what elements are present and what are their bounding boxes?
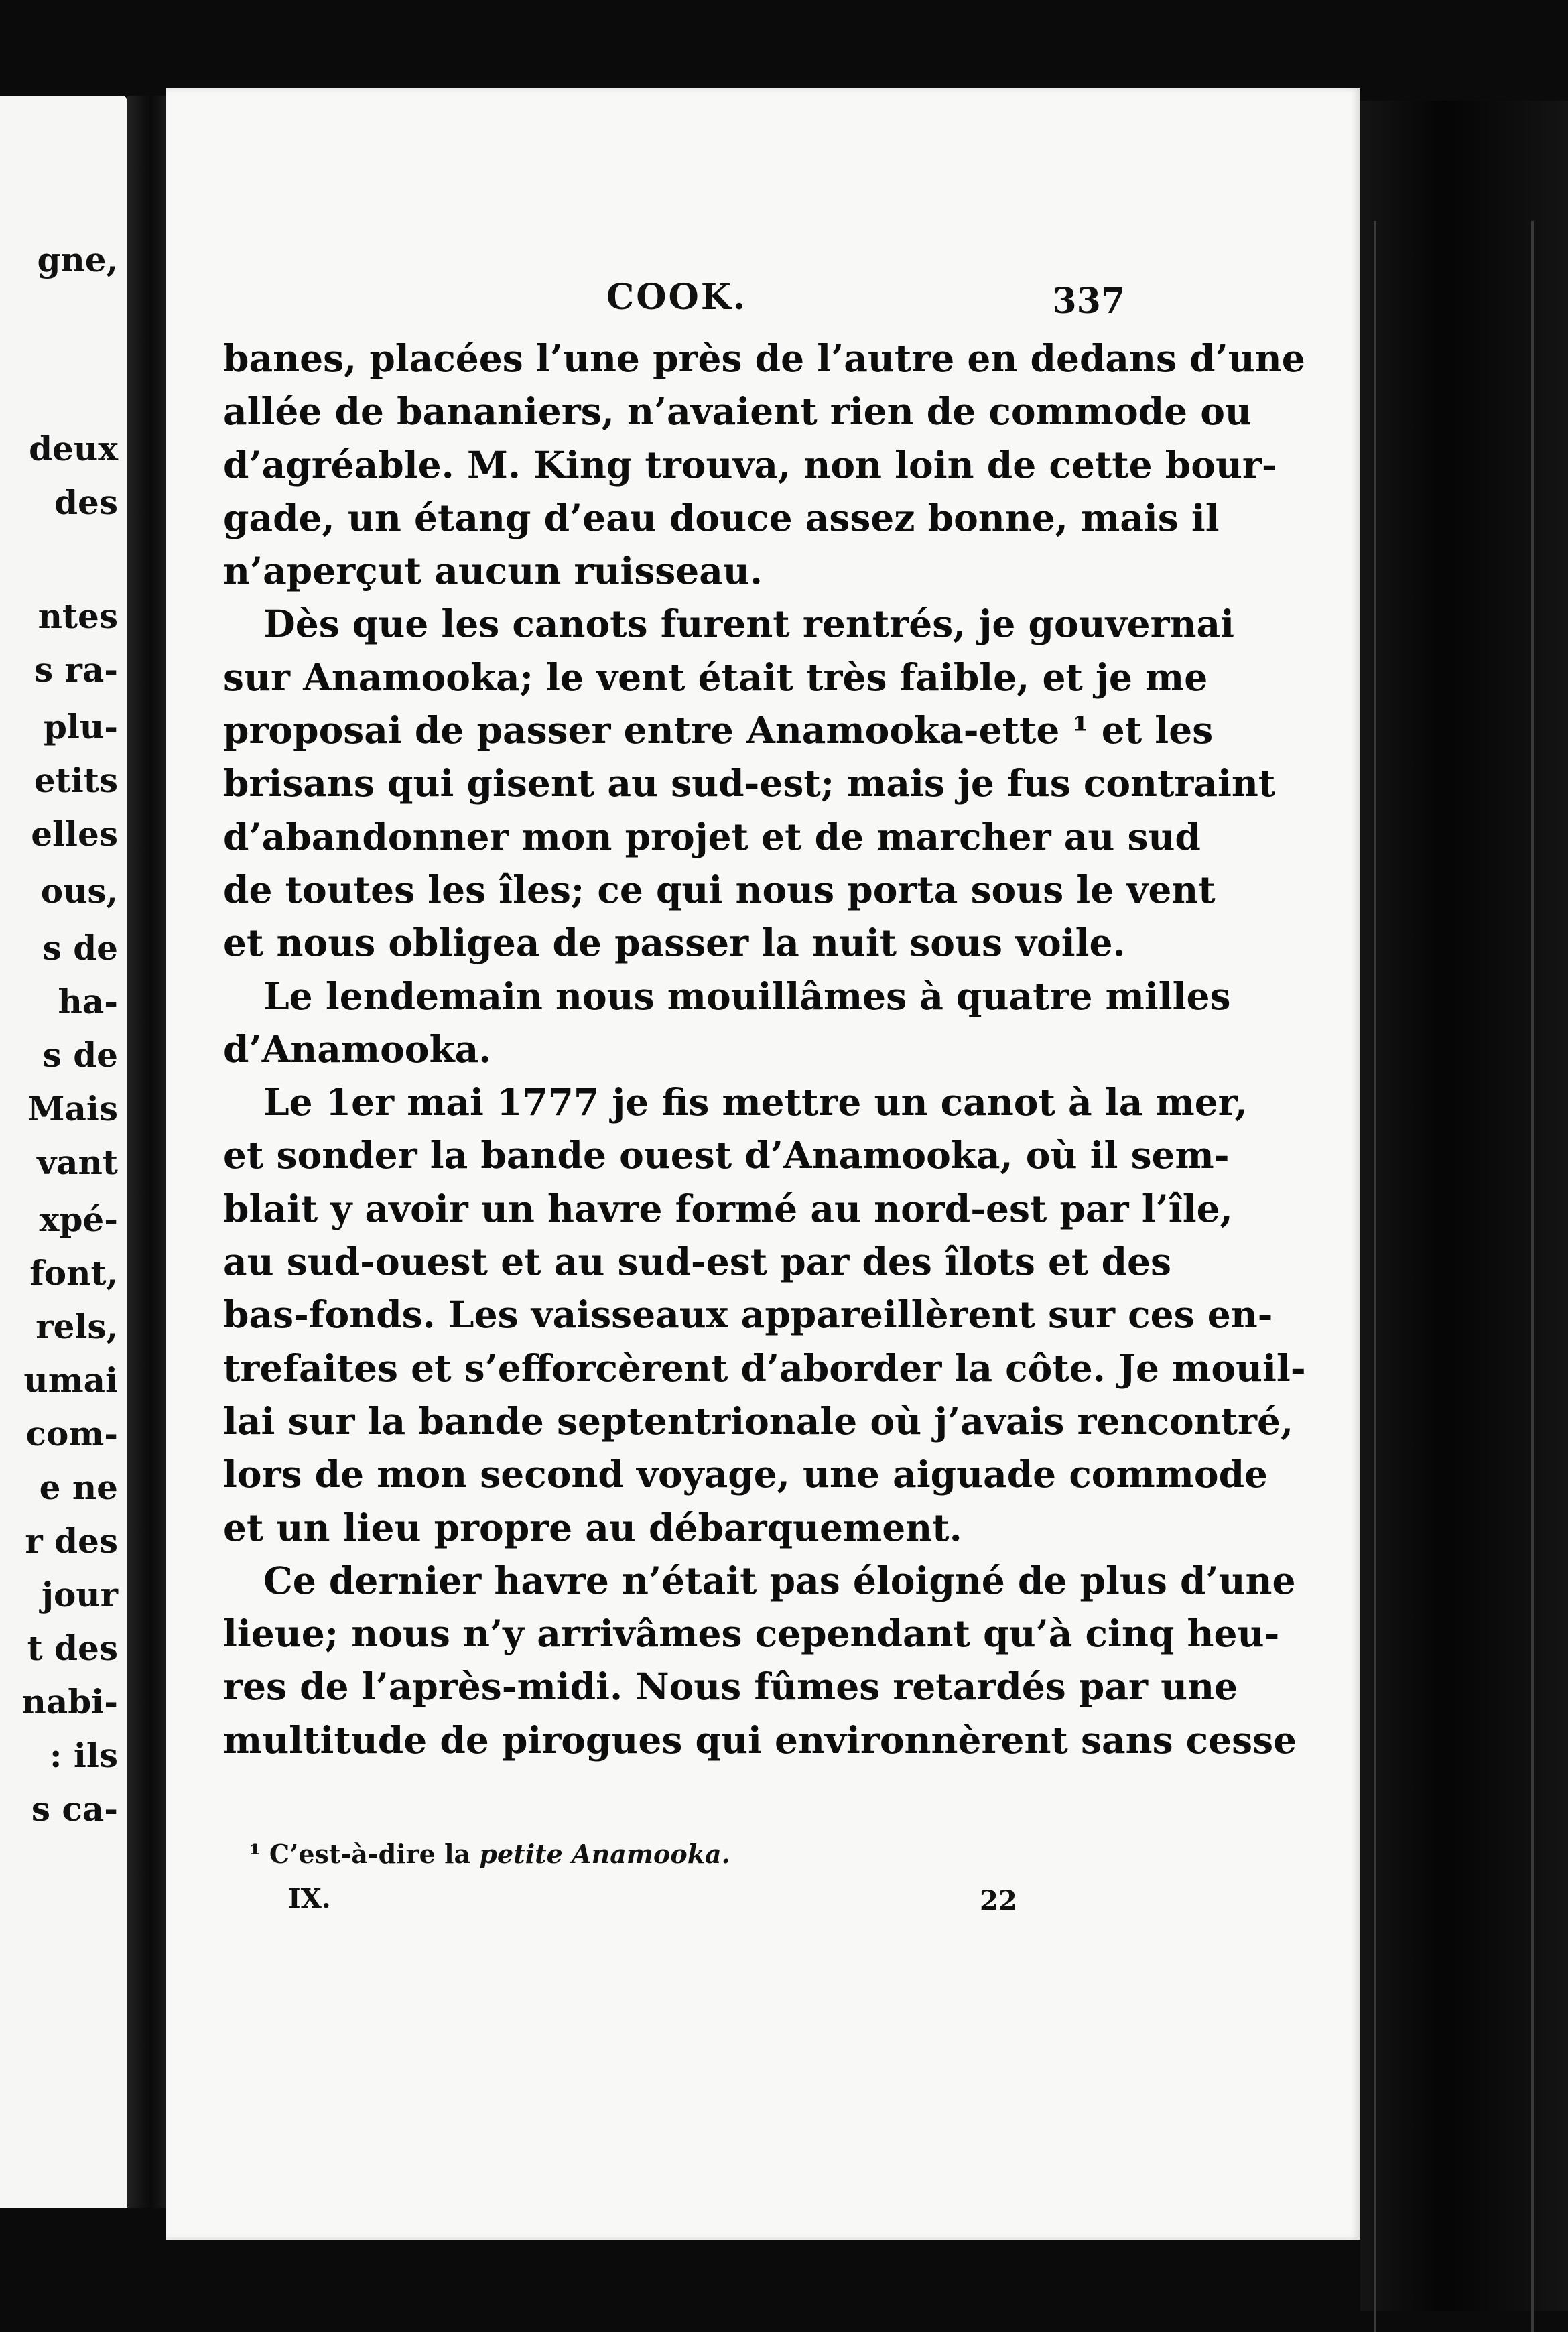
sheet-signature: 22 (980, 1885, 1017, 1917)
page-edge-line (1531, 221, 1534, 2332)
facing-page-line: s de (42, 1035, 118, 1075)
text-line: d’abandonner mon projet et de marcher au sud (223, 814, 1201, 858)
text-line: bas-fonds. Les vaisseaux appareillèrent sur ces en- (223, 1293, 1273, 1337)
book-gutter (127, 96, 166, 2208)
facing-page-line: com- (25, 1414, 118, 1453)
page-edge-line (1374, 221, 1376, 2332)
text-line: au sud-ouest et au sud-est par des îlots et des (223, 1240, 1171, 1284)
text-line: gade, un étang d’eau douce assez bonne, mais il (223, 495, 1220, 539)
facing-page-line: font, (29, 1253, 118, 1293)
facing-page-line: plu- (43, 707, 118, 747)
facing-page-line: : ils (49, 1736, 118, 1775)
text-line: multitude de pirogues qui environnèrent sans cesse (223, 1718, 1297, 1762)
facing-page-line: t des (27, 1628, 118, 1668)
facing-page-line: r des (25, 1521, 118, 1561)
text-line: et sonder la bande ouest d’Anamooka, où il sem- (223, 1133, 1230, 1177)
footnote-text: C’est-à-dire la (269, 1839, 471, 1869)
facing-page-line: s de (42, 928, 118, 968)
facing-page-line: ntes (38, 596, 118, 636)
facing-page-line: elles (31, 814, 118, 854)
text-line: Le 1er mai 1777 je fis mettre un canot à la mer, (263, 1080, 1248, 1124)
facing-page-line: gne, (37, 240, 118, 279)
footnote-italic: petite Anamooka. (479, 1839, 730, 1869)
facing-page-line: deux (29, 429, 118, 468)
text-line: allée de bananiers, n’avaient rien de commode ou (223, 389, 1252, 434)
text-line: res de l’après-midi. Nous fûmes retardés par une (223, 1665, 1238, 1709)
facing-page-line: vant (37, 1143, 118, 1182)
text-line: n’aperçut aucun ruisseau. (223, 549, 763, 593)
facing-page-line: e ne (39, 1468, 118, 1507)
text-line: banes, placées l’une près de l’autre en dedans d’une (223, 336, 1305, 380)
text-line: d’agréable. M. King trouva, non loin de cette bour- (223, 442, 1277, 487)
text-line: Le lendemain nous mouillâmes à quatre milles (263, 974, 1231, 1018)
facing-page-line: ous, (40, 871, 118, 911)
facing-page-line: Mais (27, 1089, 118, 1128)
facing-page-line: s ca- (31, 1789, 118, 1829)
text-line: d’Anamooka. (223, 1027, 492, 1071)
facing-page-line: ha- (58, 982, 118, 1021)
facing-page-line: nabi- (21, 1682, 118, 1722)
text-line: de toutes les îles; ce qui nous porta sous le vent (223, 867, 1216, 911)
facing-page-line: etits (34, 761, 118, 800)
page-number: 337 (1052, 281, 1125, 322)
page-header (228, 277, 1125, 330)
facing-page-line: xpé- (39, 1200, 118, 1239)
body-text (223, 332, 1306, 1766)
text-line: et nous obligea de passer la nuit sous voile. (223, 921, 1126, 965)
text-line: Ce dernier havre n’était pas éloigné de plus d’une (263, 1558, 1296, 1602)
facing-page-line: umai (23, 1360, 118, 1400)
text-line: et un lieu propre au débarquement. (223, 1505, 962, 1549)
text-line: Dès que les canots furent rentrés, je gouvernai (263, 602, 1235, 646)
text-line: proposai de passer entre Anamooka-ette ¹ et les (223, 708, 1214, 753)
facing-page-line: des (54, 482, 118, 522)
text-line: trefaites et s’efforcèrent d’aborder la côte. Je mouil- (223, 1346, 1306, 1390)
facing-page-line: rels, (36, 1307, 118, 1346)
text-line: brisans qui gisent au sud-est; mais je fus contraint (223, 761, 1276, 805)
text-line: lai sur la bande septentrionale où j’avais rencontré, (223, 1399, 1294, 1443)
facing-page-line: s ra- (34, 650, 118, 690)
volume-signature: IX. (288, 1883, 331, 1915)
running-head: COOK. (606, 277, 748, 318)
text-line: lieue; nous n’y arrivâmes cependant qu’à cinq heu- (223, 1612, 1280, 1656)
text-line: sur Anamooka; le vent était très faible, et je me (223, 655, 1208, 699)
text-line: blait y avoir un havre formé au nord-est par l’île, (223, 1186, 1233, 1230)
facing-page-line: jour (41, 1575, 118, 1614)
facing-page-fragment (0, 96, 127, 2208)
footnote-marker: ¹ (249, 1839, 261, 1869)
text-line: lors de mon second voyage, une aiguade commode (223, 1452, 1268, 1496)
page-edge-shadow (1360, 101, 1568, 2311)
footnote (249, 1839, 1053, 1869)
